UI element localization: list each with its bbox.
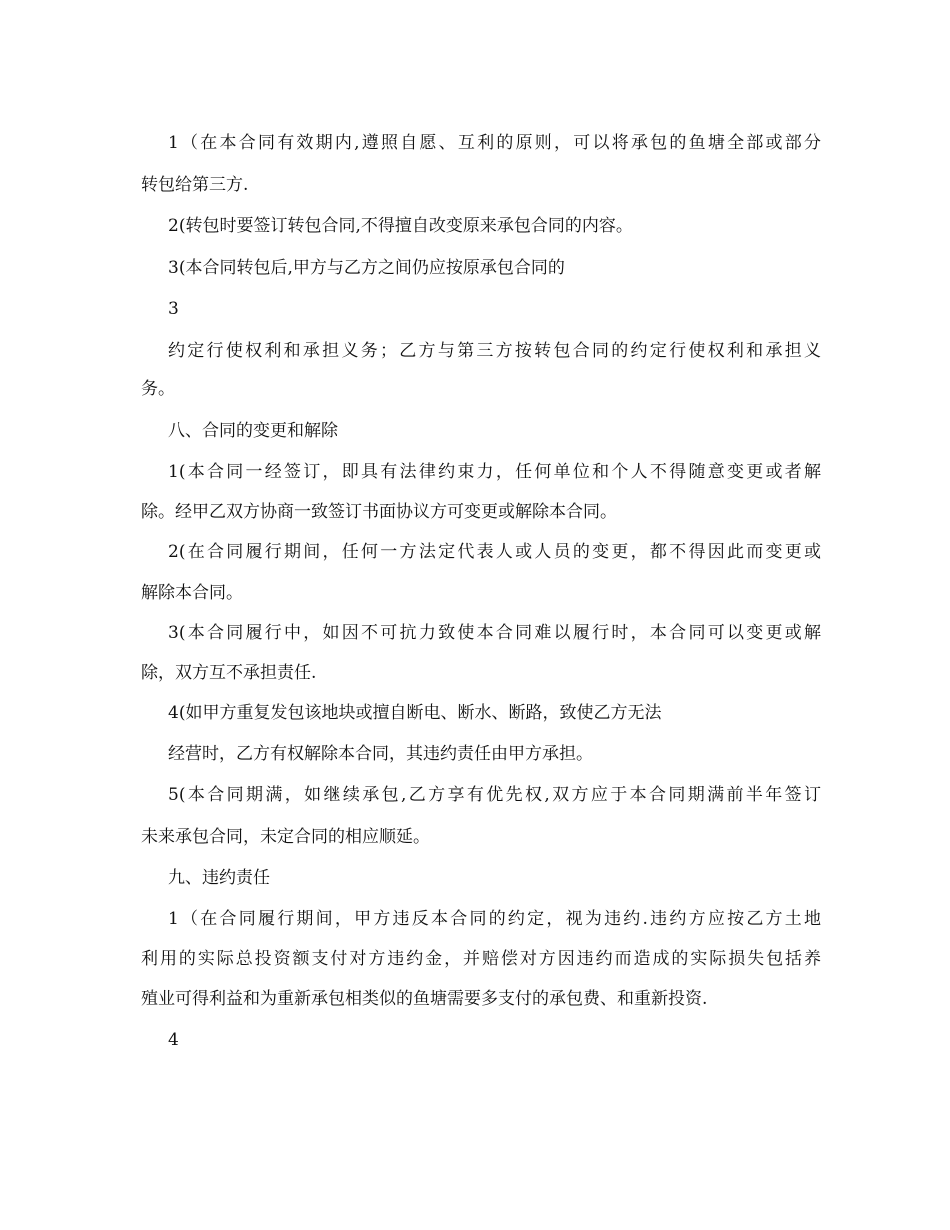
paragraph-line: 解除本合同。: [141, 583, 243, 603]
paragraph-line: 4(如甲方重复发包该地块或擅自断电、断水、断路，致使乙方无法: [168, 703, 662, 723]
paragraph-line: 2(转包时要签订转包合同,不得擅自改变原来承包合同的内容。: [168, 216, 633, 236]
paragraph-line: 1(本合同一经签订，即具有法律约束力，任何单位和个人不得随意变更或者解: [168, 462, 821, 482]
paragraph-line: 1（在本合同有效期内,遵照自愿、互利的原则，可以将承包的鱼塘全部或部分: [168, 133, 821, 153]
paragraph-line: 未来承包合同，未定合同的相应顺延。: [141, 827, 430, 847]
section-heading: 八、合同的变更和解除: [168, 421, 338, 441]
paragraph-line: 5(本合同期满，如继续承包,乙方享有优先权,双方应于本合同期满前半年签订: [168, 785, 821, 805]
page-number: 4: [168, 1030, 179, 1050]
paragraph-line: 2(在合同履行期间，任何一方法定代表人或人员的变更，都不得因此而变更或: [168, 542, 821, 562]
section-heading: 九、违约责任: [168, 868, 270, 888]
paragraph-line: 3(本合同转包后,甲方与乙方之间仍应按原承包合同的: [168, 258, 565, 278]
paragraph-line: 约定行使权利和承担义务；乙方与第三方按转包合同的约定行使权利和承担义: [168, 341, 821, 361]
paragraph-line: 殖业可得利益和为重新承包相类似的鱼塘需要多支付的承包费、和重新投资.: [141, 989, 708, 1009]
paragraph-line: 务。: [141, 379, 175, 399]
paragraph-line: 除。经甲乙双方协商一致签订书面协议方可变更或解除本合同。: [141, 502, 617, 522]
paragraph-line: 除，双方互不承担责任.: [141, 663, 317, 683]
paragraph-line: 利用的实际总投资额支付对方违约金，并赔偿对方因违约而造成的实际损失包括养: [141, 949, 821, 969]
paragraph-line: 经营时，乙方有权解除本合同，其违约责任由甲方承担。: [168, 744, 593, 764]
paragraph-line: 3(本合同履行中，如因不可抗力致使本合同难以履行时，本合同可以变更或解: [168, 623, 821, 643]
paragraph-line: 1（在合同履行期间，甲方违反本合同的约定，视为违约.违约方应按乙方土地: [168, 909, 821, 929]
paragraph-line: 转包给第三方.: [141, 175, 249, 195]
page-number: 3: [168, 299, 179, 319]
